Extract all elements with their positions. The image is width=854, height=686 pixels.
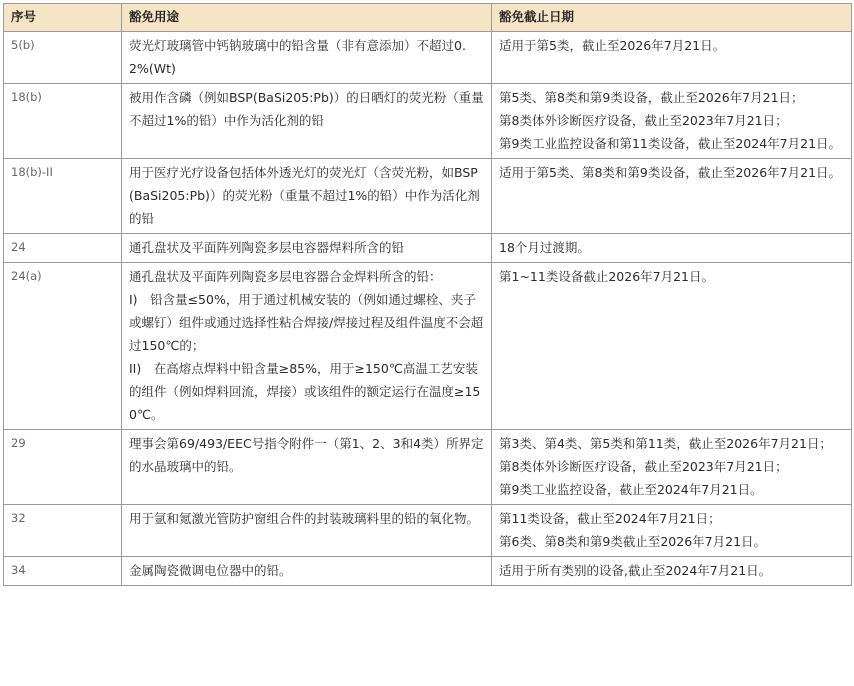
header-usage: 豁免用途 <box>122 4 492 32</box>
usage-line: 用于氩和氪激光管防护窗组合件的封装玻璃料里的铅的氧化物。 <box>129 511 480 526</box>
exemption-table <box>3 3 852 586</box>
cell-usage <box>122 430 492 505</box>
cell-usage <box>122 84 492 159</box>
table-row <box>4 557 852 586</box>
table-row <box>4 430 852 505</box>
table-row <box>4 234 852 263</box>
deadline-line: 第6类、第8类和第9类截止至2026年7月21日。 <box>499 534 767 549</box>
table-body <box>4 32 852 586</box>
cell-deadline <box>492 263 852 430</box>
deadline-line: 适用于第5类、第8类和第9类设备，截止至2026年7月21日。 <box>499 165 842 180</box>
deadline-line: 第8类体外诊断医疗设备，截止至2023年7月21日； <box>499 459 788 474</box>
usage-line: 理事会第69/493/EEC号指令附件一（第1、2、3和4类）所界定的水晶玻璃中的铅。 <box>129 436 484 474</box>
cell-usage <box>122 557 492 586</box>
cell-deadline <box>492 84 852 159</box>
cell-index: 18(b)-II <box>4 159 122 234</box>
deadline-line: 第3类、第4类、第5类和第11类，截止至2026年7月21日； <box>499 436 832 451</box>
usage-line: I) 铅含量≤50%，用于通过机械安装的（例如通过螺栓、夹子或螺钉）组件或通过选择性粘合焊接/焊接过程及组件温度不会超过150℃的； <box>129 292 484 353</box>
cell-index: 32 <box>4 505 122 557</box>
cell-usage <box>122 234 492 263</box>
usage-line: 通孔盘状及平面阵列陶瓷多层电容器合金焊料所含的铅： <box>129 269 442 284</box>
cell-deadline <box>492 32 852 84</box>
cell-index: 24(a) <box>4 263 122 430</box>
deadline-line: 第8类体外诊断医疗设备，截止至2023年7月21日； <box>499 113 788 128</box>
table-row <box>4 32 852 84</box>
deadline-line: 第5类、第8类和第9类设备，截止至2026年7月21日； <box>499 90 804 105</box>
header-index: 序号 <box>4 4 122 32</box>
cell-deadline <box>492 505 852 557</box>
usage-line: II) 在高熔点焊料中铅含量≥85%，用于≥150℃高温工艺安装的组件（例如焊料回流，焊接）或该组件的额定运行在温度≥150℃。 <box>129 361 481 422</box>
cell-index: 18(b) <box>4 84 122 159</box>
deadline-line: 18个月过渡期。 <box>499 240 590 255</box>
table-row <box>4 84 852 159</box>
header-deadline: 豁免截止日期 <box>492 4 852 32</box>
table-row <box>4 505 852 557</box>
deadline-line: 第11类设备，截止至2024年7月21日； <box>499 511 721 526</box>
usage-line: 金属陶瓷微调电位器中的铅。 <box>129 563 292 578</box>
cell-usage <box>122 505 492 557</box>
cell-index: 5(b) <box>4 32 122 84</box>
table-row <box>4 263 852 430</box>
usage-line: 通孔盘状及平面阵列陶瓷多层电容器焊料所含的铅 <box>129 240 405 255</box>
cell-deadline <box>492 159 852 234</box>
cell-deadline <box>492 557 852 586</box>
header-row <box>4 4 852 32</box>
cell-usage <box>122 263 492 430</box>
cell-index: 34 <box>4 557 122 586</box>
table-row <box>4 159 852 234</box>
cell-index: 29 <box>4 430 122 505</box>
deadline-line: 第9类工业监控设备和第11类设备，截止至2024年7月21日。 <box>499 136 842 151</box>
cell-index: 24 <box>4 234 122 263</box>
cell-usage <box>122 32 492 84</box>
cell-deadline <box>492 234 852 263</box>
deadline-line: 适用于第5类，截止至2026年7月21日。 <box>499 38 726 53</box>
usage-line: 被用作含磷（例如BSP(BaSi205:Pb)）的日晒灯的荧光粉（重量不超过1%的铅）中作为活化剂的铅 <box>129 90 484 128</box>
usage-line: 荧光灯玻璃管中钙钠玻璃中的铅含量（非有意添加）不超过0.2%(Wt) <box>129 38 466 76</box>
deadline-line: 第1~11类设备截止2026年7月21日。 <box>499 269 715 284</box>
cell-deadline <box>492 430 852 505</box>
usage-line: 用于医疗光疗设备包括体外透光灯的荧光灯（含荧光粉，如BSP(BaSi205:Pb)）的荧光粉（重量不超过1%的铅）中作为活化剂的铅 <box>129 165 480 226</box>
deadline-line: 适用于所有类别的设备,截止至2024年7月21日。 <box>499 563 772 578</box>
cell-usage <box>122 159 492 234</box>
deadline-line: 第9类工业监控设备，截止至2024年7月21日。 <box>499 482 763 497</box>
